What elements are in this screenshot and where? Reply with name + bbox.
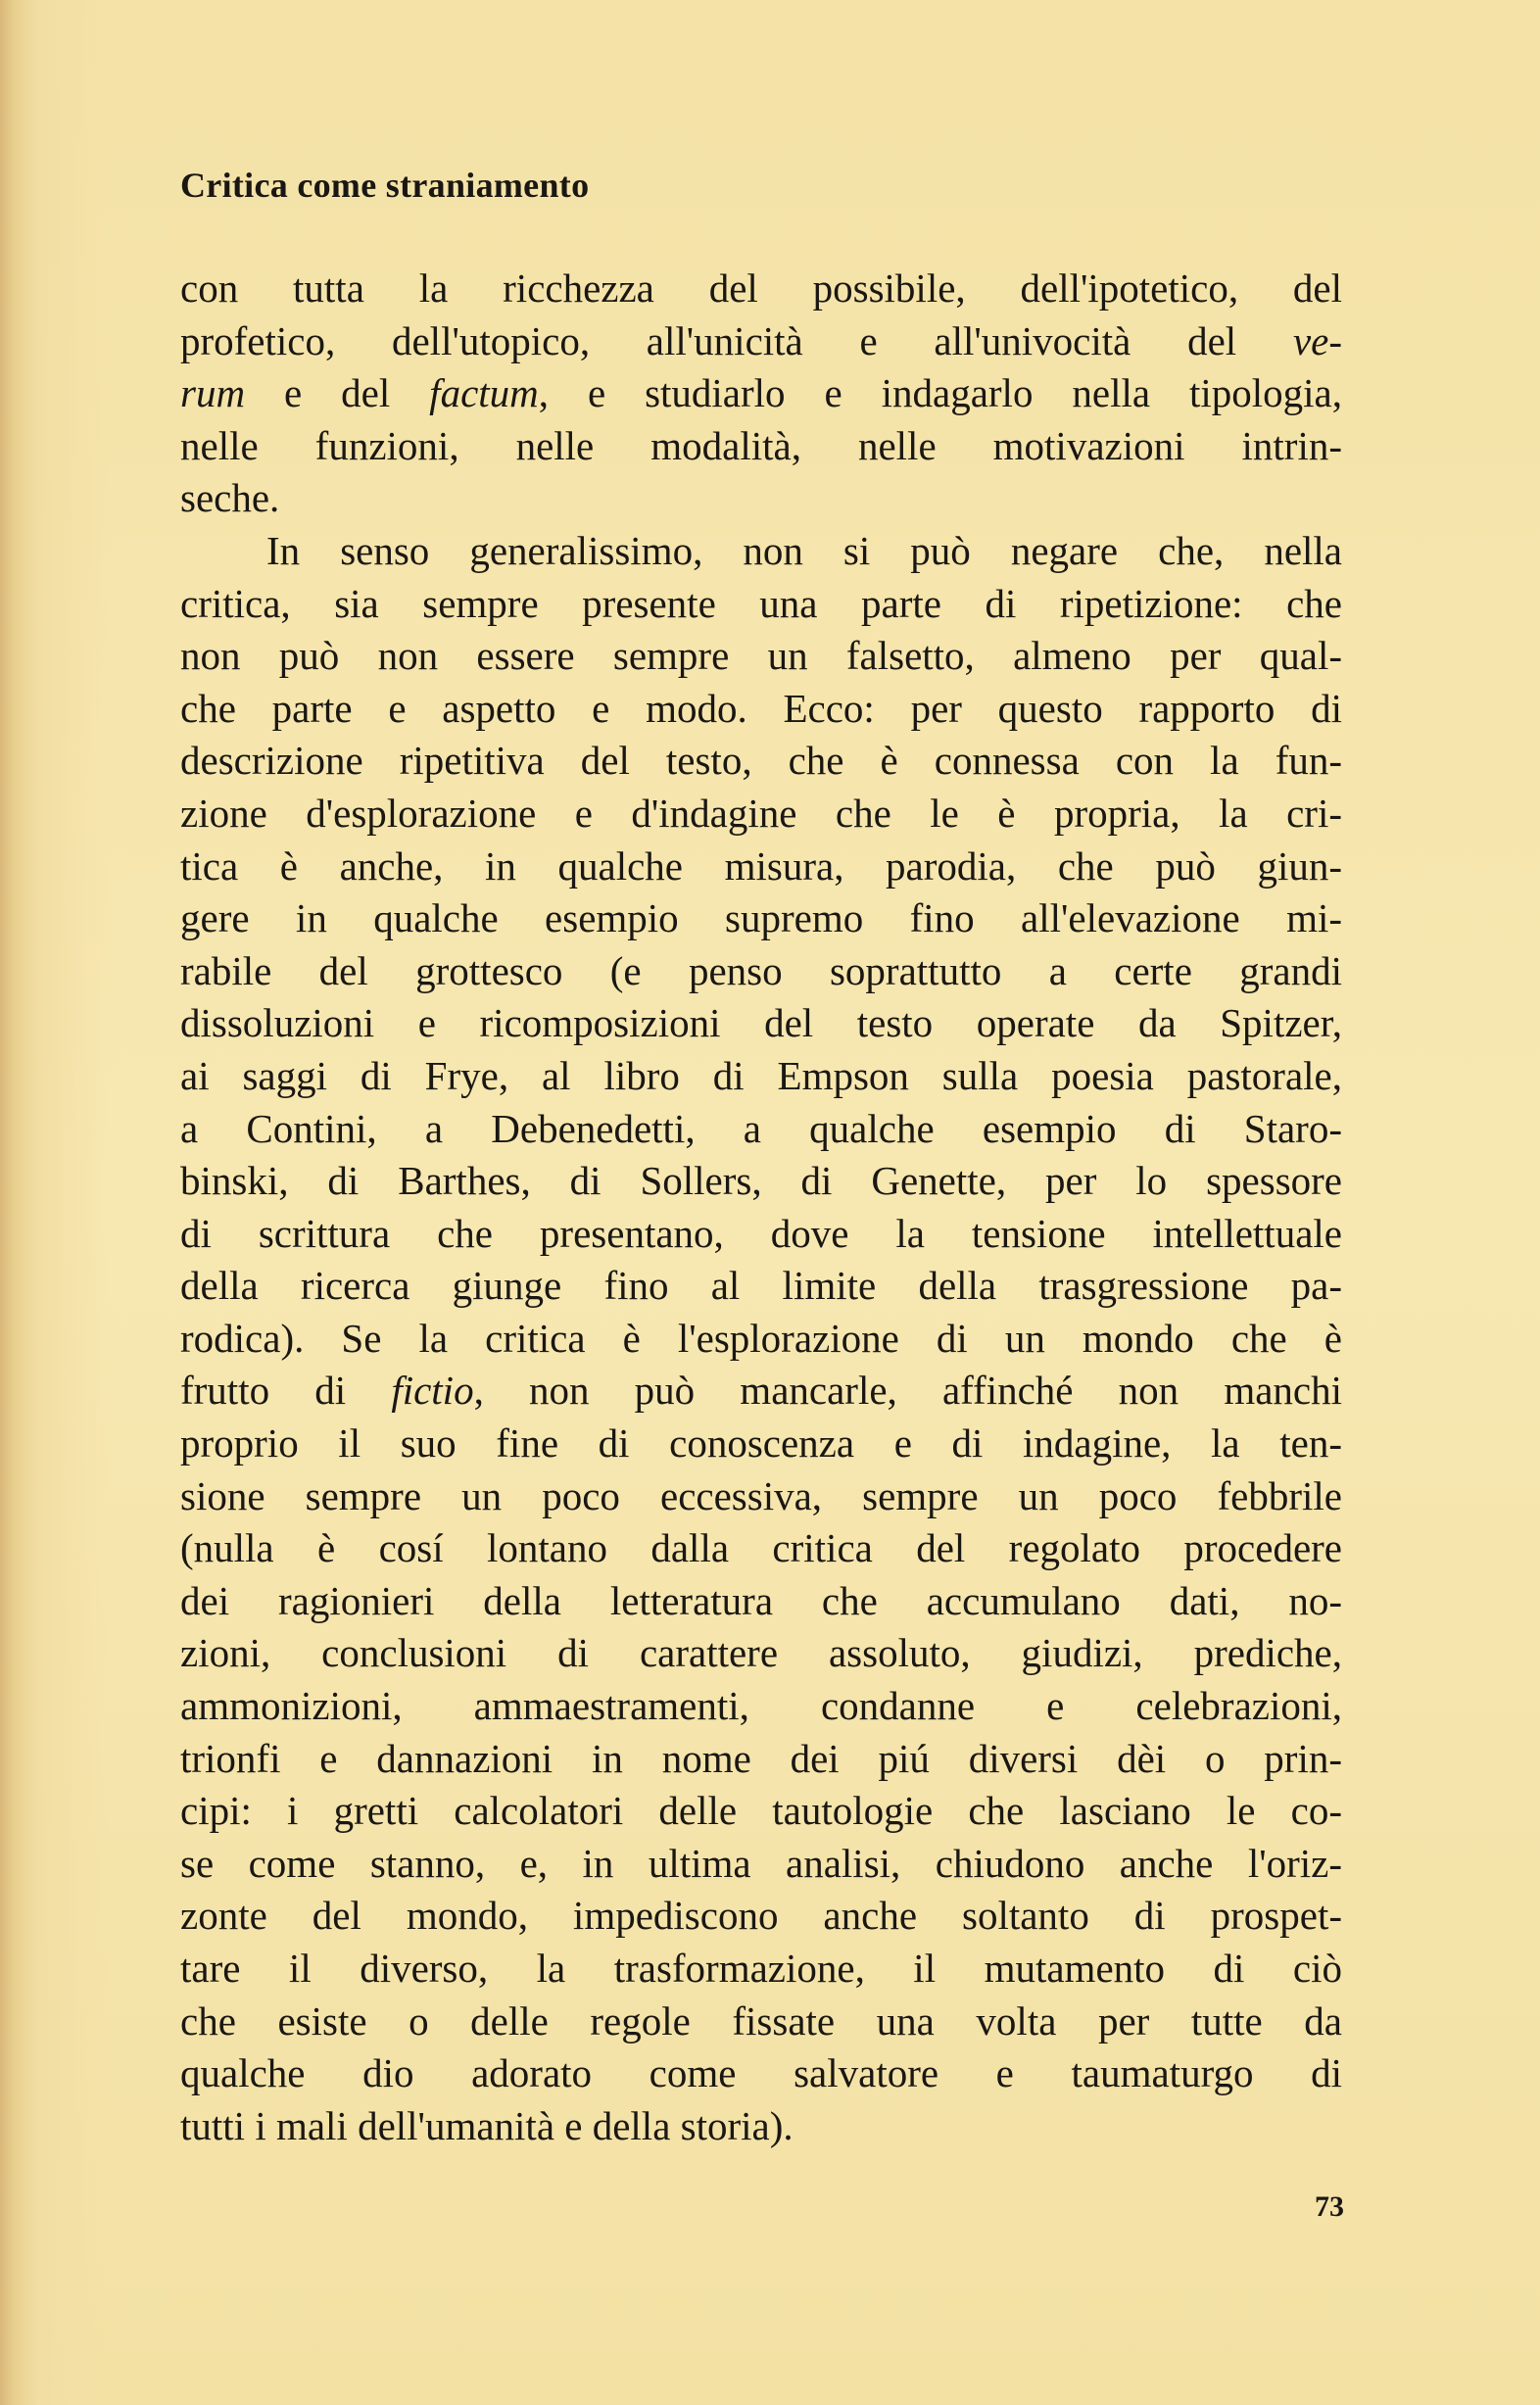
- text-line: frutto di fictio, non può mancarle, affinché non manchi: [180, 1368, 1342, 1414]
- paragraph-2: [180, 525, 1342, 2152]
- text-line: tica è anche, in qualche misura, parodia, che può giun-: [180, 842, 1342, 889]
- text-line: cipi: i gretti calcolatori delle tautologie che lasciano le co-: [180, 1788, 1342, 1834]
- text-line: binski, di Barthes, di Sollers, di Genette, per lo spessore: [180, 1158, 1342, 1204]
- running-head: Critica come straniamento: [180, 166, 590, 205]
- text-line: zonte del mondo, impediscono anche soltanto di prospet-: [180, 1893, 1342, 1939]
- body-text: [180, 263, 1342, 2152]
- text-line: dei ragionieri della letteratura che accumulano dati, no-: [180, 1577, 1342, 1623]
- text-line: dissoluzioni e ricomposizioni del testo operate da Spitzer,: [180, 1000, 1342, 1046]
- text-line: qualche dio adorato come salvatore e taumaturgo di: [180, 2050, 1342, 2096]
- text-line: critica, sia sempre presente una parte di ripetizione: che: [180, 580, 1342, 626]
- paragraph-1: [180, 263, 1342, 525]
- text-line: proprio il suo fine di conoscenza e di indagine, la ten-: [180, 1420, 1342, 1467]
- page-number: 73: [1315, 2190, 1344, 2223]
- text-line: ammonizioni, ammaestramenti, condanne e celebrazioni,: [180, 1683, 1342, 1729]
- text-line: rum e del factum, e studiarlo e indagarlo nella tipologia,: [180, 370, 1342, 416]
- text-line: che esiste o delle regole fissate una volta per tutte da: [180, 1997, 1342, 2044]
- text-line: rodica). Se la critica è l'esplorazione di un mondo che è: [180, 1315, 1342, 1361]
- text-line: nelle funzioni, nelle modalità, nelle motivazioni intrin-: [180, 422, 1342, 468]
- text-line: rabile del grottesco (e penso soprattutto a certe grandi: [180, 947, 1342, 993]
- text-line: profetico, dell'utopico, all'unicità e all'univocità del ve-: [180, 317, 1342, 363]
- text-line: non può non essere sempre un falsetto, almeno per qual-: [180, 633, 1342, 679]
- text-line: di scrittura che presentano, dove la tensione intellettuale: [180, 1210, 1342, 1256]
- text-line: descrizione ripetitiva del testo, che è connessa con la fun-: [180, 738, 1342, 784]
- text-line: sione sempre un poco eccessiva, sempre un poco febbrile: [180, 1472, 1342, 1518]
- text-line: se come stanno, e, in ultima analisi, chiudono anche l'oriz-: [180, 1840, 1342, 1886]
- text-line: a Contini, a Debenedetti, a qualche esempio di Staro-: [180, 1105, 1342, 1151]
- text-line: ai saggi di Frye, al libro di Empson sulla poesia pastorale,: [180, 1052, 1342, 1098]
- text-line: seche.: [180, 475, 280, 521]
- text-line: che parte e aspetto e modo. Ecco: per questo rapporto di: [180, 685, 1342, 731]
- text-line: (nulla è cosí lontano dalla critica del regolato procedere: [180, 1525, 1342, 1571]
- text-line: tare il diverso, la trasformazione, il mutamento di ciò: [180, 1946, 1342, 1991]
- text-line: zioni, conclusioni di carattere assoluto, giudizi, prediche,: [180, 1630, 1342, 1676]
- text-line: con tutta la ricchezza del possibile, dell'ipotetico, del: [180, 265, 1342, 311]
- text-line: della ricerca giunge fino al limite della trasgressione pa-: [180, 1263, 1342, 1309]
- text-line: tutti i mali dell'umanità e della storia).: [180, 2102, 794, 2148]
- text-line: zione d'esplorazione e d'indagine che le è propria, la cri-: [180, 790, 1342, 836]
- text-line: In senso generalissimo, non si può negare che, nella: [266, 527, 1342, 573]
- text-line: trionfi e dannazioni in nome dei piú diversi dèi o prin-: [180, 1735, 1342, 1781]
- text-line: gere in qualche esempio supremo fino all'elevazione mi-: [180, 895, 1342, 941]
